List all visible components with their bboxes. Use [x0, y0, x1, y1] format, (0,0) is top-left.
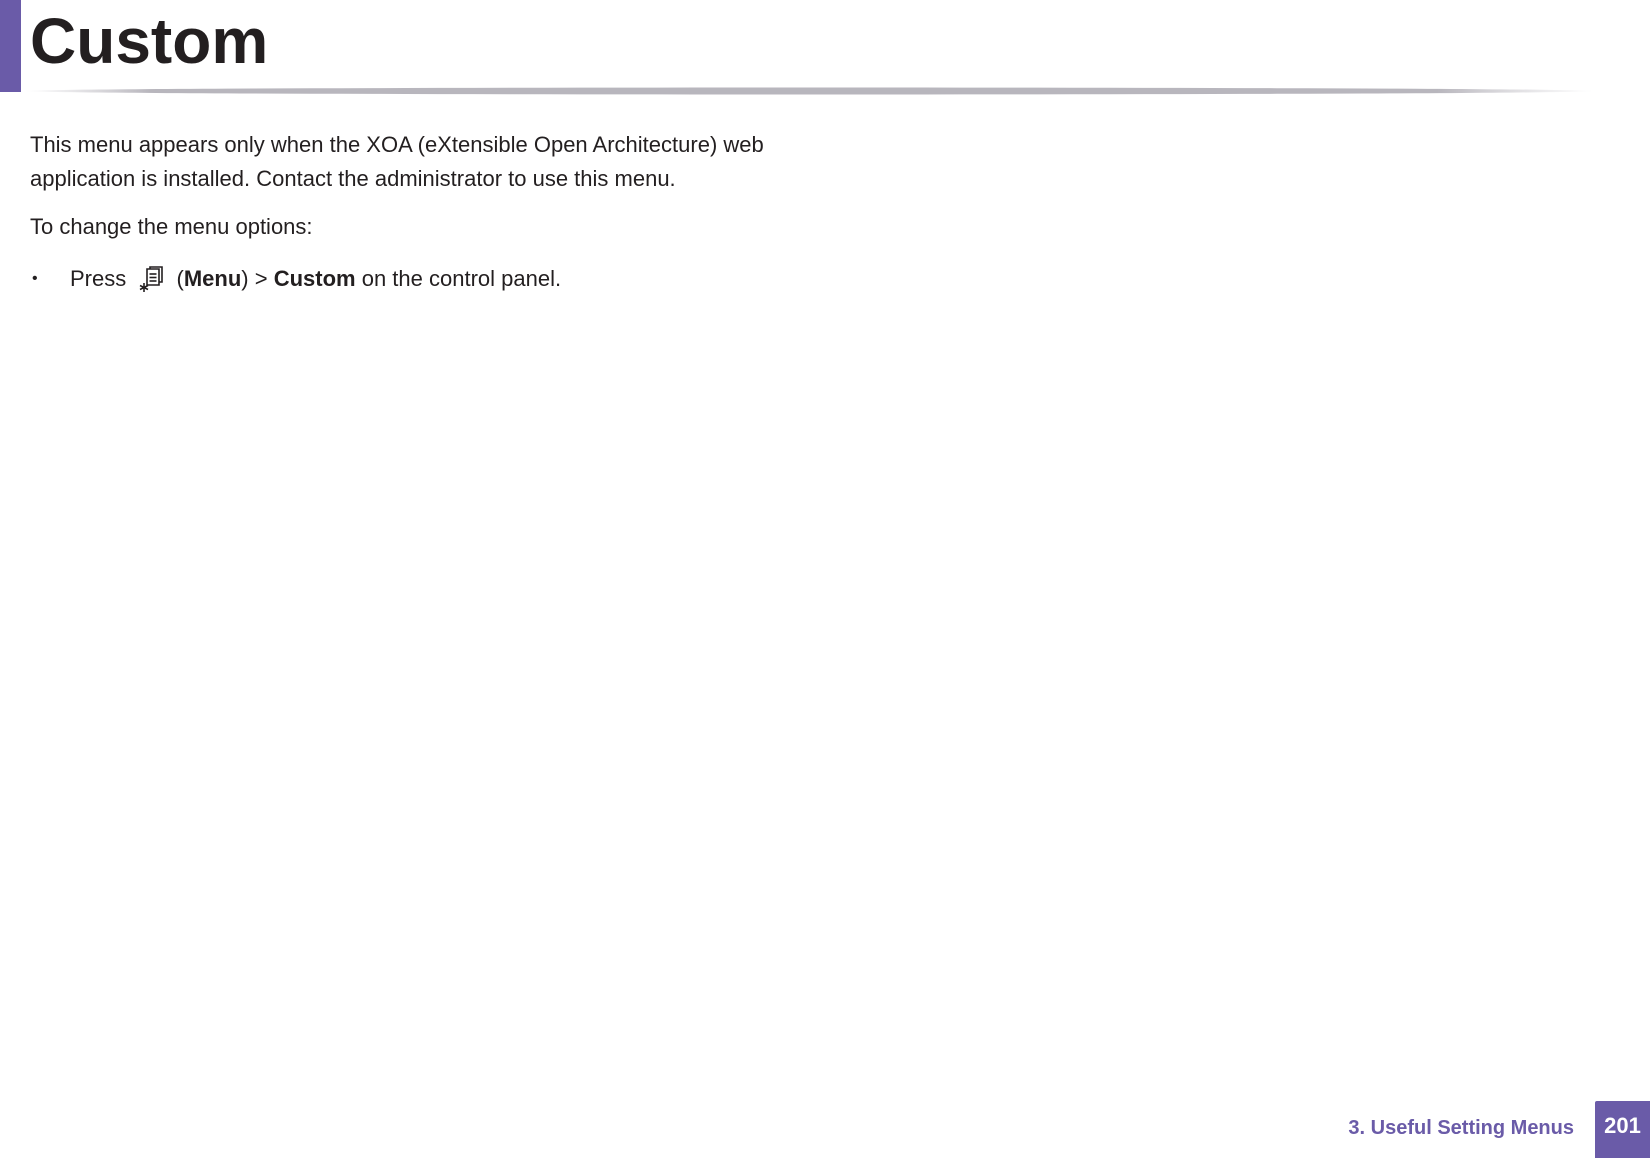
paren-open: (: [176, 266, 184, 291]
footer-section-label: 3. Useful Setting Menus: [1348, 1117, 1574, 1139]
howto-paragraph: To change the menu options:: [30, 214, 313, 239]
step-press-text: Press: [70, 266, 127, 291]
page-title: Custom: [30, 5, 269, 77]
main-content: [30, 128, 790, 296]
page-number-badge: 201: [1595, 1101, 1650, 1158]
title-accent-bar: [0, 0, 21, 92]
step-suffix-text: on the control panel.: [361, 266, 562, 291]
intro-paragraph: This menu appears only when the XOA (eXtensible Open Architecture) web application is installed. Contact the administrator to use this menu.: [30, 132, 764, 191]
custom-label: Custom: [273, 266, 356, 291]
step-list-item: [30, 262, 790, 296]
menu-label: Menu: [183, 266, 242, 291]
bullet: •: [32, 270, 38, 287]
menu-icon: [138, 265, 166, 293]
title-divider: [24, 86, 1594, 96]
paren-close-separator: ) >: [241, 266, 268, 291]
